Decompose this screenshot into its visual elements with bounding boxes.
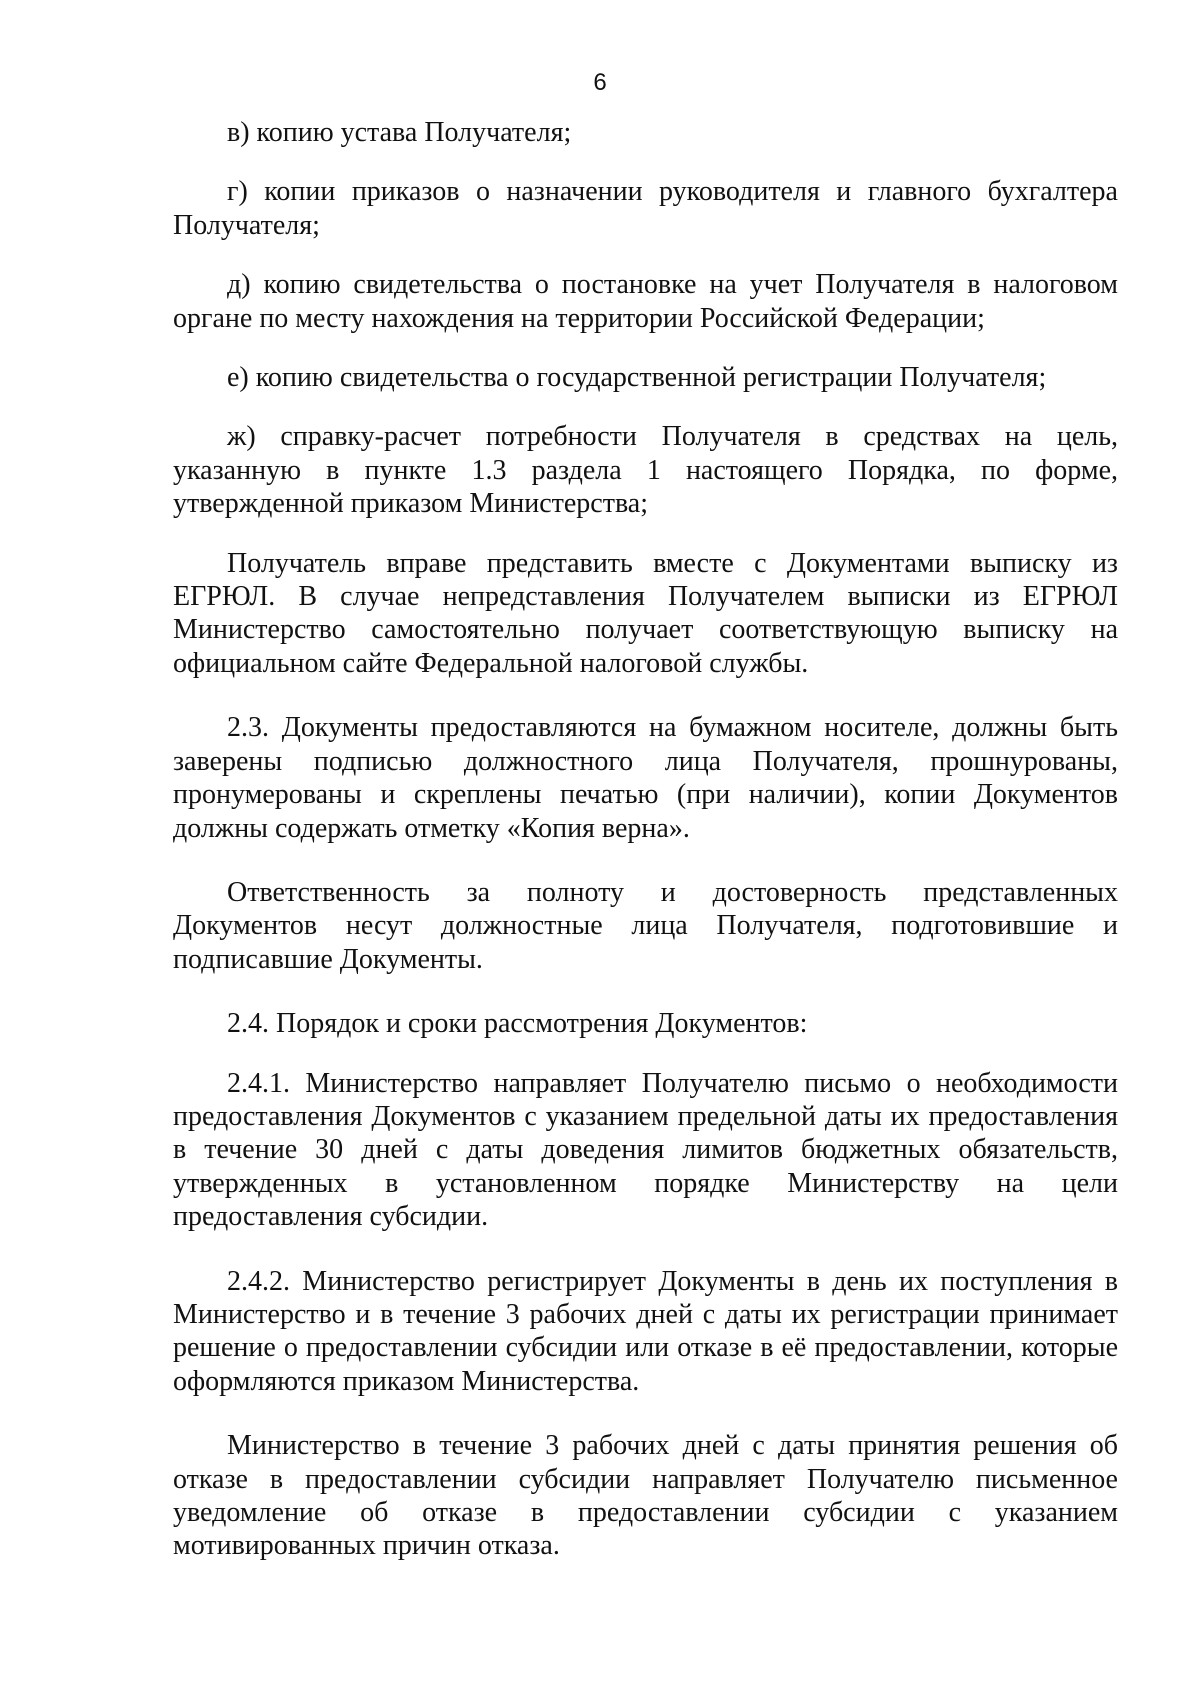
- paragraph-orders-copy: г) копии приказов о назначении руководителя и главного бухгалтера Получателя;: [173, 176, 1118, 241]
- paragraph-state-registration-copy: е) копию свидетельства о государственной регистрации Получателя;: [227, 362, 1047, 394]
- paragraph-egrul-extract: Получатель вправе представить вместе с Документами выписку из ЕГРЮЛ. В случае непредставления Получателем выписки из ЕГРЮЛ Министерство самостоятельно получает соответствующую выписку на официальном сайте Федеральной налоговой службы.: [173, 547, 1118, 679]
- paragraph-charter-copy: в) копию устава Получателя;: [227, 117, 572, 148]
- paragraph-2-3-documents: 2.3. Документы предоставляются на бумажном носителе, должны быть заверены подписью должностного лица Получателя, прошнурованы, пронумерованы и скреплены печатью (при наличии), копии Документов должны содержать отметку «Копия верна».: [173, 712, 1118, 844]
- paragraph-refusal-notice: Министерство в течение 3 рабочих дней с даты принятия решения об отказе в предоставлении субсидии направляет Получателю письменное уведомление об отказе в предоставлении субсидии с указанием мотивированных причин отказа.: [173, 1430, 1118, 1562]
- paragraph-tax-registration-copy: д) копию свидетельства о постановке на учет Получателя в налоговом органе по месту нахождения на территории Российской Федерации;: [173, 269, 1118, 334]
- page-number: 6: [593, 69, 607, 96]
- paragraph-calculation-certificate: ж) справку-расчет потребности Получателя в средствах на цель, указанную в пункте 1.3 раздела 1 настоящего Порядка, по форме, утвержденной приказом Министерства;: [173, 421, 1118, 520]
- paragraph-2-4-2: 2.4.2. Министерство регистрирует Документы в день их поступления в Министерство и в течение 3 рабочих дней с даты их регистрации принимает решение о предоставлении субсидии или отказе в её предоставлении, которые оформляются приказом Министерства.: [173, 1265, 1118, 1397]
- document-body: [173, 116, 1118, 1589]
- paragraph-2-4-1: 2.4.1. Министерство направляет Получателю письмо о необходимости предоставления Документов с указанием предельной даты их предоставления в течение 30 дней с даты доведения лимитов бюджетных обязательств, утвержденных в установленном порядке Министерству на цели предоставления субсидии.: [173, 1067, 1118, 1233]
- paragraph-responsibility: Ответственность за полноту и достоверность представленных Документов несут должностные лица Получателя, подготовившие и подписавшие Документы.: [173, 876, 1118, 975]
- paragraph-2-4-heading: 2.4. Порядок и сроки рассмотрения Документов:: [227, 1008, 808, 1040]
